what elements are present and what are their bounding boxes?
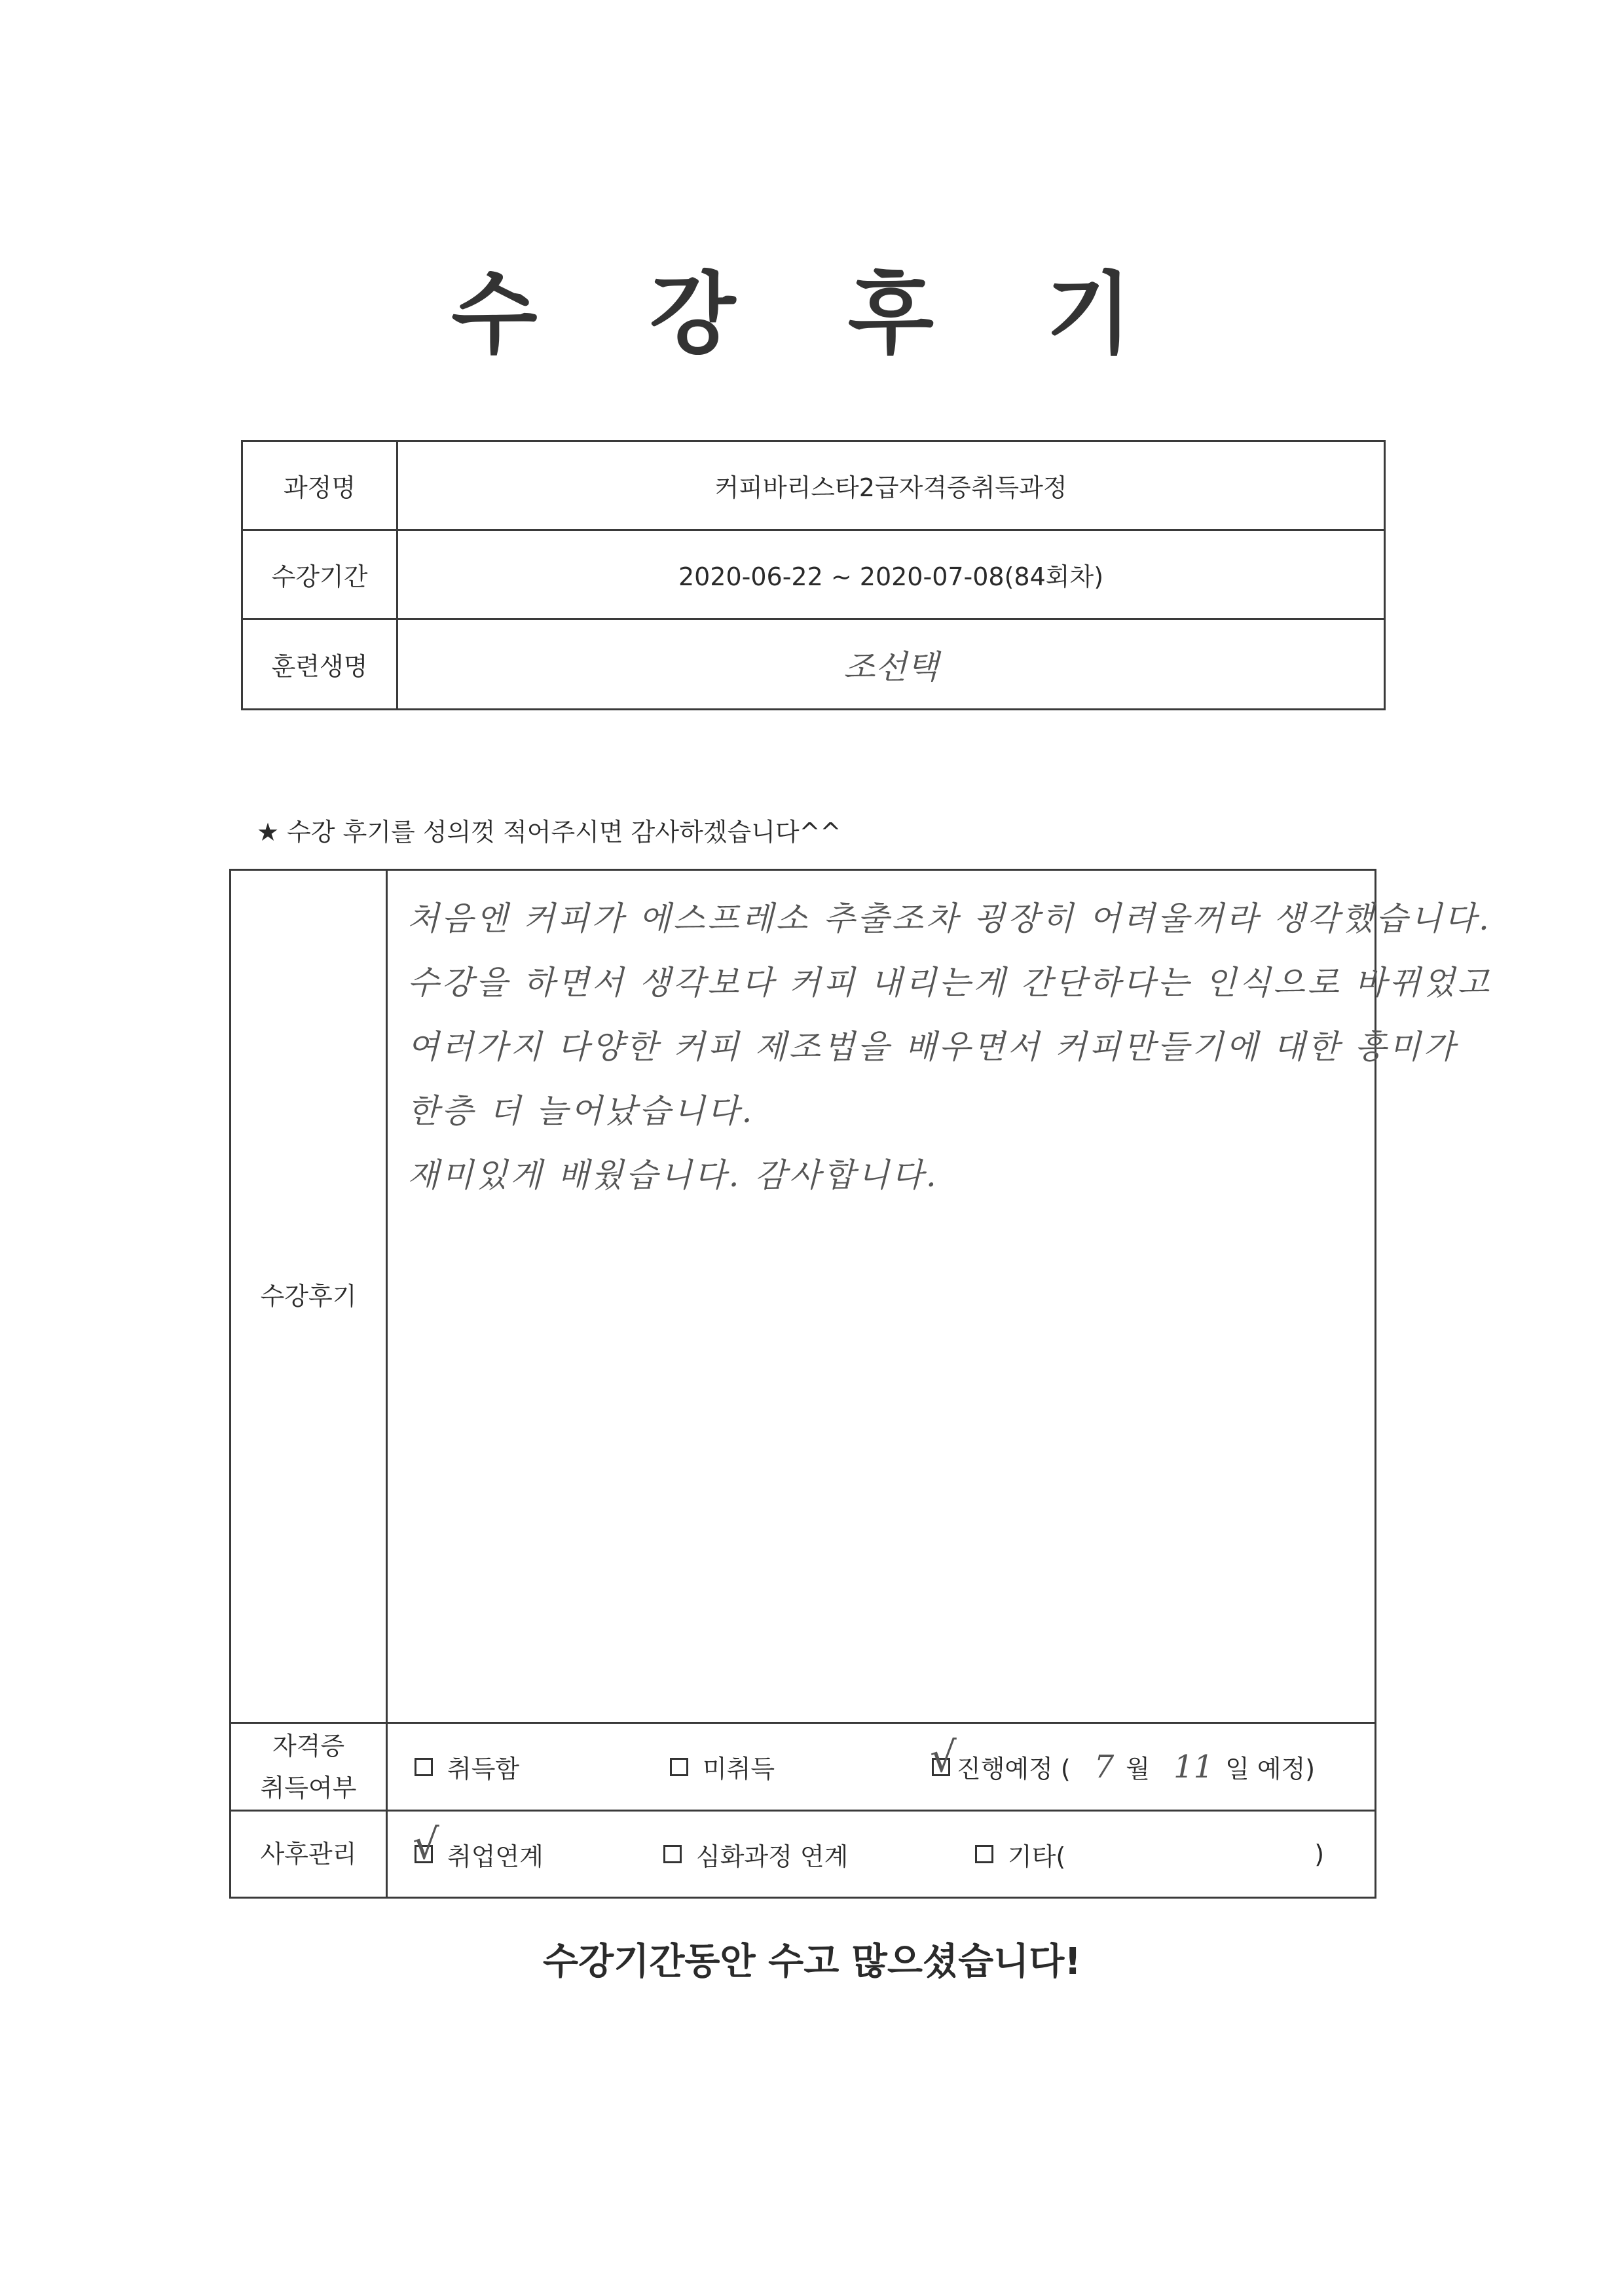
aftercare-label: 사후관리 [231, 1811, 387, 1898]
period-label: 수강기간 [242, 530, 397, 619]
checkbox-job[interactable] [413, 1821, 439, 1869]
option-other-close: ) [1314, 1840, 1325, 1868]
review-table [229, 869, 1492, 1899]
option-acquired-label: 취득함 [447, 1755, 520, 1783]
checkbox-advanced[interactable] [663, 1845, 682, 1863]
review-line: 재미있게 배웠습니다. 감사합니다. [407, 1156, 939, 1194]
course-name-value: 커피바리스타2급자격증취득과정 [397, 441, 1385, 530]
month-value[interactable]: 7 [1094, 1748, 1115, 1785]
review-line: 한층 더 늘어났습니다. [407, 1092, 755, 1130]
checkbox-not-acquired[interactable] [670, 1758, 688, 1776]
option-job-label: 취업연계 [447, 1842, 544, 1871]
check-mark-icon: √ [930, 1733, 957, 1782]
review-text-area[interactable] [387, 870, 1492, 1723]
day-value[interactable]: 11 [1173, 1748, 1214, 1785]
review-line: 처음엔 커피가 에스프레소 추출조차 굉장히 어려울꺼라 생각했습니다. [407, 900, 1492, 938]
certificate-label-line2: 취득여부 [260, 1773, 357, 1802]
checkbox-other[interactable] [975, 1845, 993, 1863]
certificate-options [387, 1723, 1376, 1811]
month-label: 월 [1126, 1755, 1151, 1783]
review-notice: ★ 수강 후기를 성의껏 적어주시면 감사하겠습니다^^ [257, 818, 841, 847]
certificate-label [231, 1723, 387, 1811]
course-name-label: 과정명 [242, 441, 397, 530]
period-value: 2020-06-22 ~ 2020-07-08(84회차) [397, 530, 1385, 619]
option-scheduled[interactable] [930, 1733, 1316, 1785]
review-label: 수강후기 [231, 870, 387, 1723]
review-line: 여러가지 다양한 커피 제조법을 배우면서 커피만들기에 대한 흥미가 [407, 1028, 1458, 1066]
course-info-table [241, 440, 1386, 710]
option-other[interactable] [975, 1836, 1324, 1872]
option-job[interactable] [413, 1821, 663, 1872]
option-not-acquired-label: 미취득 [703, 1755, 775, 1783]
certificate-label-line1: 자격증 [272, 1731, 345, 1760]
closing-message: 수강기간동안 수고 많으셨습니다! [543, 1941, 1081, 1983]
day-label: 일 예정) [1225, 1755, 1316, 1783]
option-advanced-label: 심화과정 연계 [696, 1842, 849, 1871]
trainee-name [397, 619, 1385, 710]
page-title: 수 강 후 기 [451, 263, 1173, 367]
review-line: 수강을 하면서 생각보다 커피 내리는게 간단하다는 인식으로 바뀌었고 [407, 964, 1492, 1002]
checkbox-scheduled[interactable] [930, 1733, 957, 1782]
option-not-acquired[interactable] [670, 1749, 932, 1785]
aftercare-options [387, 1811, 1376, 1898]
trainee-name-handwritten: 조선택 [843, 647, 938, 686]
option-advanced[interactable] [663, 1836, 975, 1872]
option-acquired[interactable] [415, 1749, 670, 1785]
check-mark-icon: √ [413, 1821, 439, 1869]
checkbox-acquired[interactable] [415, 1758, 433, 1776]
option-other-label: 기타( [1008, 1842, 1066, 1871]
option-scheduled-label: 진행예정 ( [957, 1755, 1071, 1783]
trainee-label: 훈련생명 [242, 619, 397, 710]
